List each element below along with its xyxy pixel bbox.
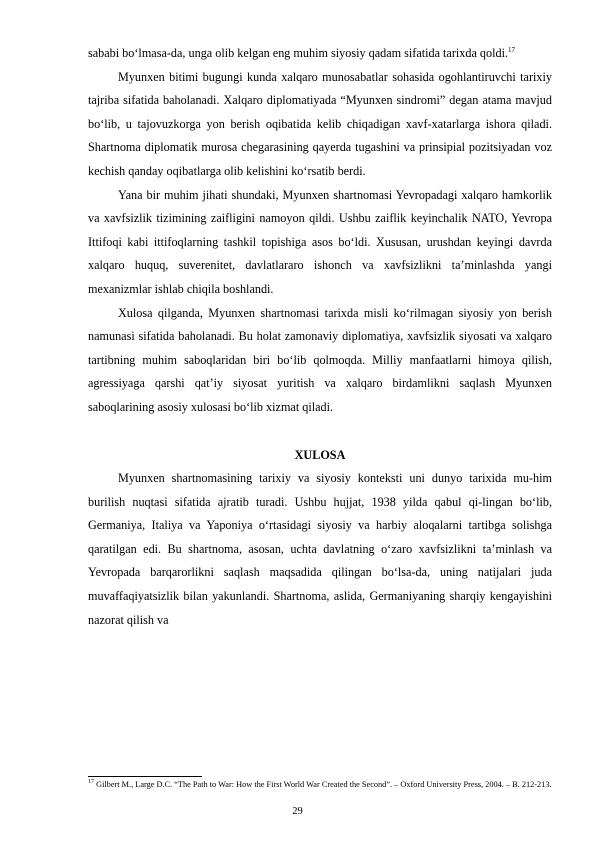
- paragraph-4: Xulosa qilganda, Myunxen shartnomasi tarixda misli ko‘rilmagan siyosiy yon berish namunasi sifatida baholanadi. Bu holat zamonaviy diplomatiya, xavfsizlik siyosati va xalqaro tartibning muhim saboqlaridan biri bo‘lib qolmoqda. Milliy manfaatlarni himoya qilish, agressiyaga qarshi qat’iy siyosat yuritish va xalqaro birdamlikni saqlash Myunxen saboqlarining asosiy xulosasi bo‘lib xizmat qiladi.: [88, 305, 552, 414]
- footnote: [88, 779, 552, 790]
- footnote-text: Gilbert M., Large D.C. “The Path to War: How the First World War Created the Second”. – Oxford University Press, 2004. – B. 212-213.: [96, 780, 552, 789]
- footnote-divider: [88, 776, 202, 777]
- footnote-reference[interactable]: 17: [508, 45, 516, 54]
- section-heading: XULOSA: [294, 447, 346, 462]
- paragraph-1-text: sababi bo‘lmasa-da, unga olib kelgan eng muhim siyosiy qadam sifatida tarixda qoldi.: [88, 46, 509, 60]
- paragraph-1: [88, 42, 552, 66]
- paragraph-2: Myunxen bitimi bugungi kunda xalqaro munosabatlar sohasida ogohlantiruvchi tarixiy tajriba sifatida baholanadi. Xalqaro diplomatiyada “Myunxen sindromi” degan atama mavjud bo‘lib, u tajovuzkorga yon berish oqibatida kelib chiqadigan xavf-xatarlarga ishora qiladi. Shartnoma diplomatik murosa chegarasining qayerda tugashini va prinsipial pozitsiyadan voz kechish qanday oqibatlarga olib kelishini ko‘rsatib berdi.: [88, 69, 552, 178]
- page-body: [88, 42, 552, 632]
- conclusion-paragraph: Myunxen shartnomasining tarixiy va siyosiy konteksti uni dunyo tarixida mu-him burilish nuqtasi sifatida ajratib turadi. Ushbu hujjat, 1938 yilda qabul qi-lingan bo‘lib, Germaniya, Italiya va Yaponiya o‘rtasidagi siyosiy va harbiy aloqalarni tartibga solishga qaratilgan edi. Bu shartnoma, asosan, uchta davlatning o‘zaro xavfsizlikni ta’minlash va Yevropada barqarorlikni saqlash maqsadida qilingan bo‘lsa-da, uning natijalari juda muvaffaqiyatsizlik bilan yakunlandi. Shartnoma, aslida, Germaniyaning sharqiy kengayishini nazorat qilish va: [88, 471, 552, 627]
- footnote-number: 17: [88, 779, 94, 786]
- page-number: 29: [292, 806, 303, 817]
- paragraph-3: Yana bir muhim jihati shundaki, Myunxen shartnomasi Yevropadagi xalqaro hamkorlik va xavfsizlik tizimining zaifligini namoyon qildi. Ushbu zaiflik keyinchalik NATO, Yevropa Ittifoqi kabi ittifoqlarning tashkil topishiga asos bo‘ldi. Xususan, urushdan keyingi davrda xalqaro huquq, suverenitet, davlatlararo ishonch va xavfsizlikni ta’minlashda yangi mexanizmlar ishlab chiqila boshlandi.: [88, 187, 552, 296]
